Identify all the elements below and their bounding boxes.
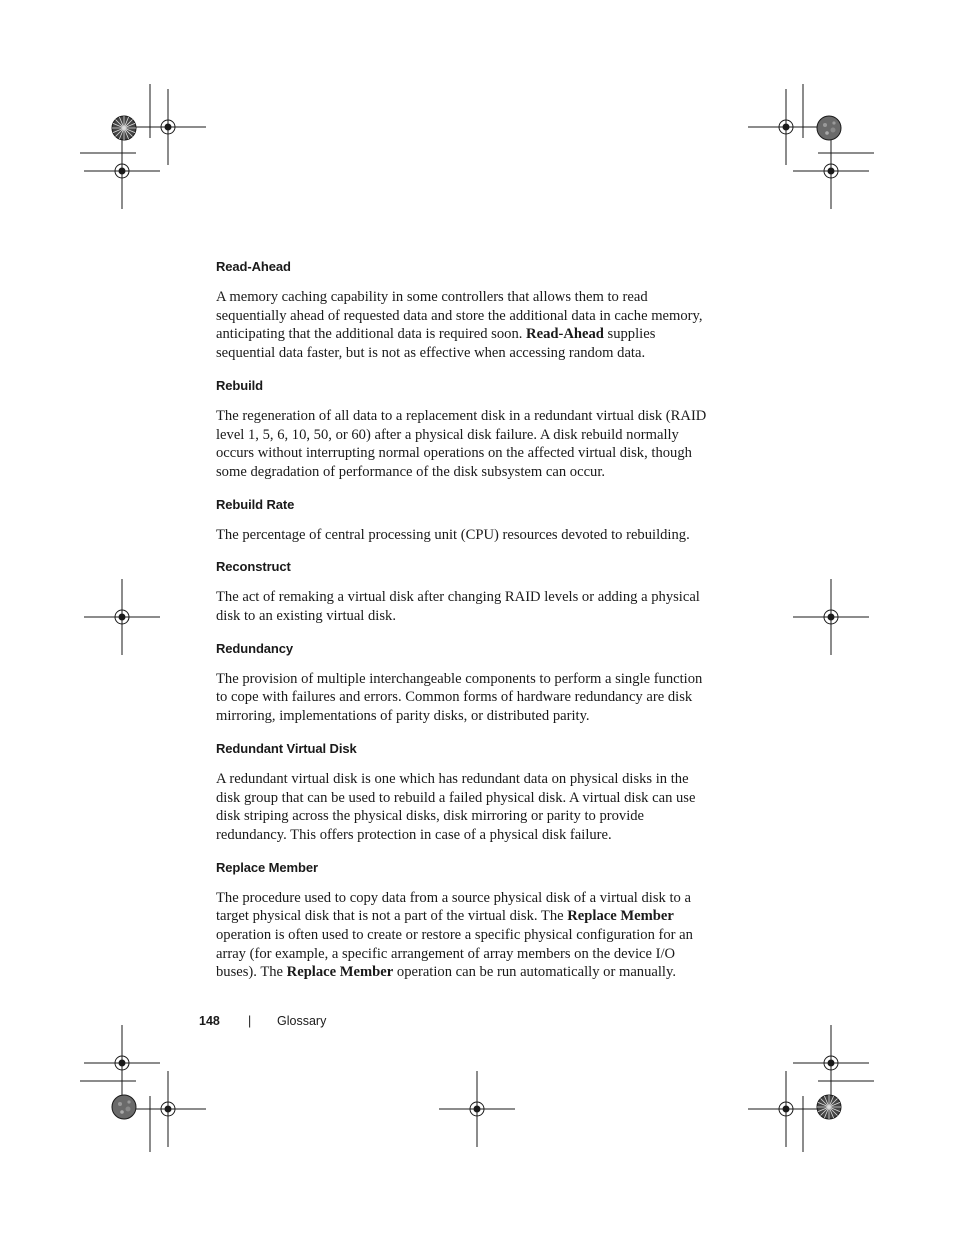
glossary-entry (216, 558, 716, 625)
glossary-content (216, 258, 716, 996)
glossary-term: Rebuild Rate (216, 496, 295, 512)
footer-section-title: Glossary (277, 1014, 327, 1028)
glossary-definition: A memory caching capability in some controllers that allows them to read sequentially ahead of requested data and store the additional data in cache memory, anticipating that the additional data is required soon. Read-Ahead supplies sequential data faster, but is not as effective when accessing random data. (216, 289, 703, 362)
glossary-definition: The act of remaking a virtual disk after changing RAID levels or adding a physical disk to an existing virtual disk. (216, 589, 700, 625)
glossary-entry (216, 258, 716, 363)
glossary-definition: The percentage of central processing unit (CPU) resources devoted to rebuilding. (216, 526, 690, 543)
glossary-entry (216, 640, 716, 726)
page-number: 148 (199, 1014, 220, 1028)
glossary-entry (216, 740, 716, 845)
glossary-definition: The procedure used to copy data from a source physical disk of a virtual disk to a target physical disk that is not a part of the virtual disk. The Replace Member operation is often used to create or restore a specific physical configuration for an array (for example, a specific arrangement of array members on the device I/O buses). The Replace Member operation can be run automatically or manually. (216, 889, 693, 981)
glossary-definition: A redundant virtual disk is one which has redundant data on physical disks in the disk group that can be used to rebuild a failed physical disk. A virtual disk can use disk striping across the physical disks, disk mirroring or parity to provide redundancy. This offers protection in case of a physical disk failure. (216, 770, 696, 843)
footer-separator: | (248, 1014, 252, 1028)
glossary-term: Redundancy (216, 640, 294, 656)
glossary-definition: The regeneration of all data to a replacement disk in a redundant virtual disk (RAID level 1, 5, 6, 10, 50, or 60) after a physical disk failure. A disk rebuild normally occurs without interrupting normal operations on the affected virtual disk, though some degradation of performance of the disk subsystem can occur. (216, 407, 707, 480)
glossary-entry (216, 377, 716, 482)
glossary-entry (216, 496, 716, 545)
glossary-entry (216, 859, 716, 983)
glossary-term: Redundant Virtual Disk (216, 740, 357, 756)
glossary-term: Rebuild (216, 377, 263, 393)
glossary-definition: The provision of multiple interchangeable components to perform a single function to cope with failures and errors. Common forms of hardware redundancy are disk mirroring, implementations of parity disks, or distributed parity. (216, 670, 703, 725)
glossary-term: Read-Ahead (216, 259, 291, 274)
glossary-term: Replace Member (216, 859, 318, 875)
glossary-term: Reconstruct (216, 559, 291, 575)
